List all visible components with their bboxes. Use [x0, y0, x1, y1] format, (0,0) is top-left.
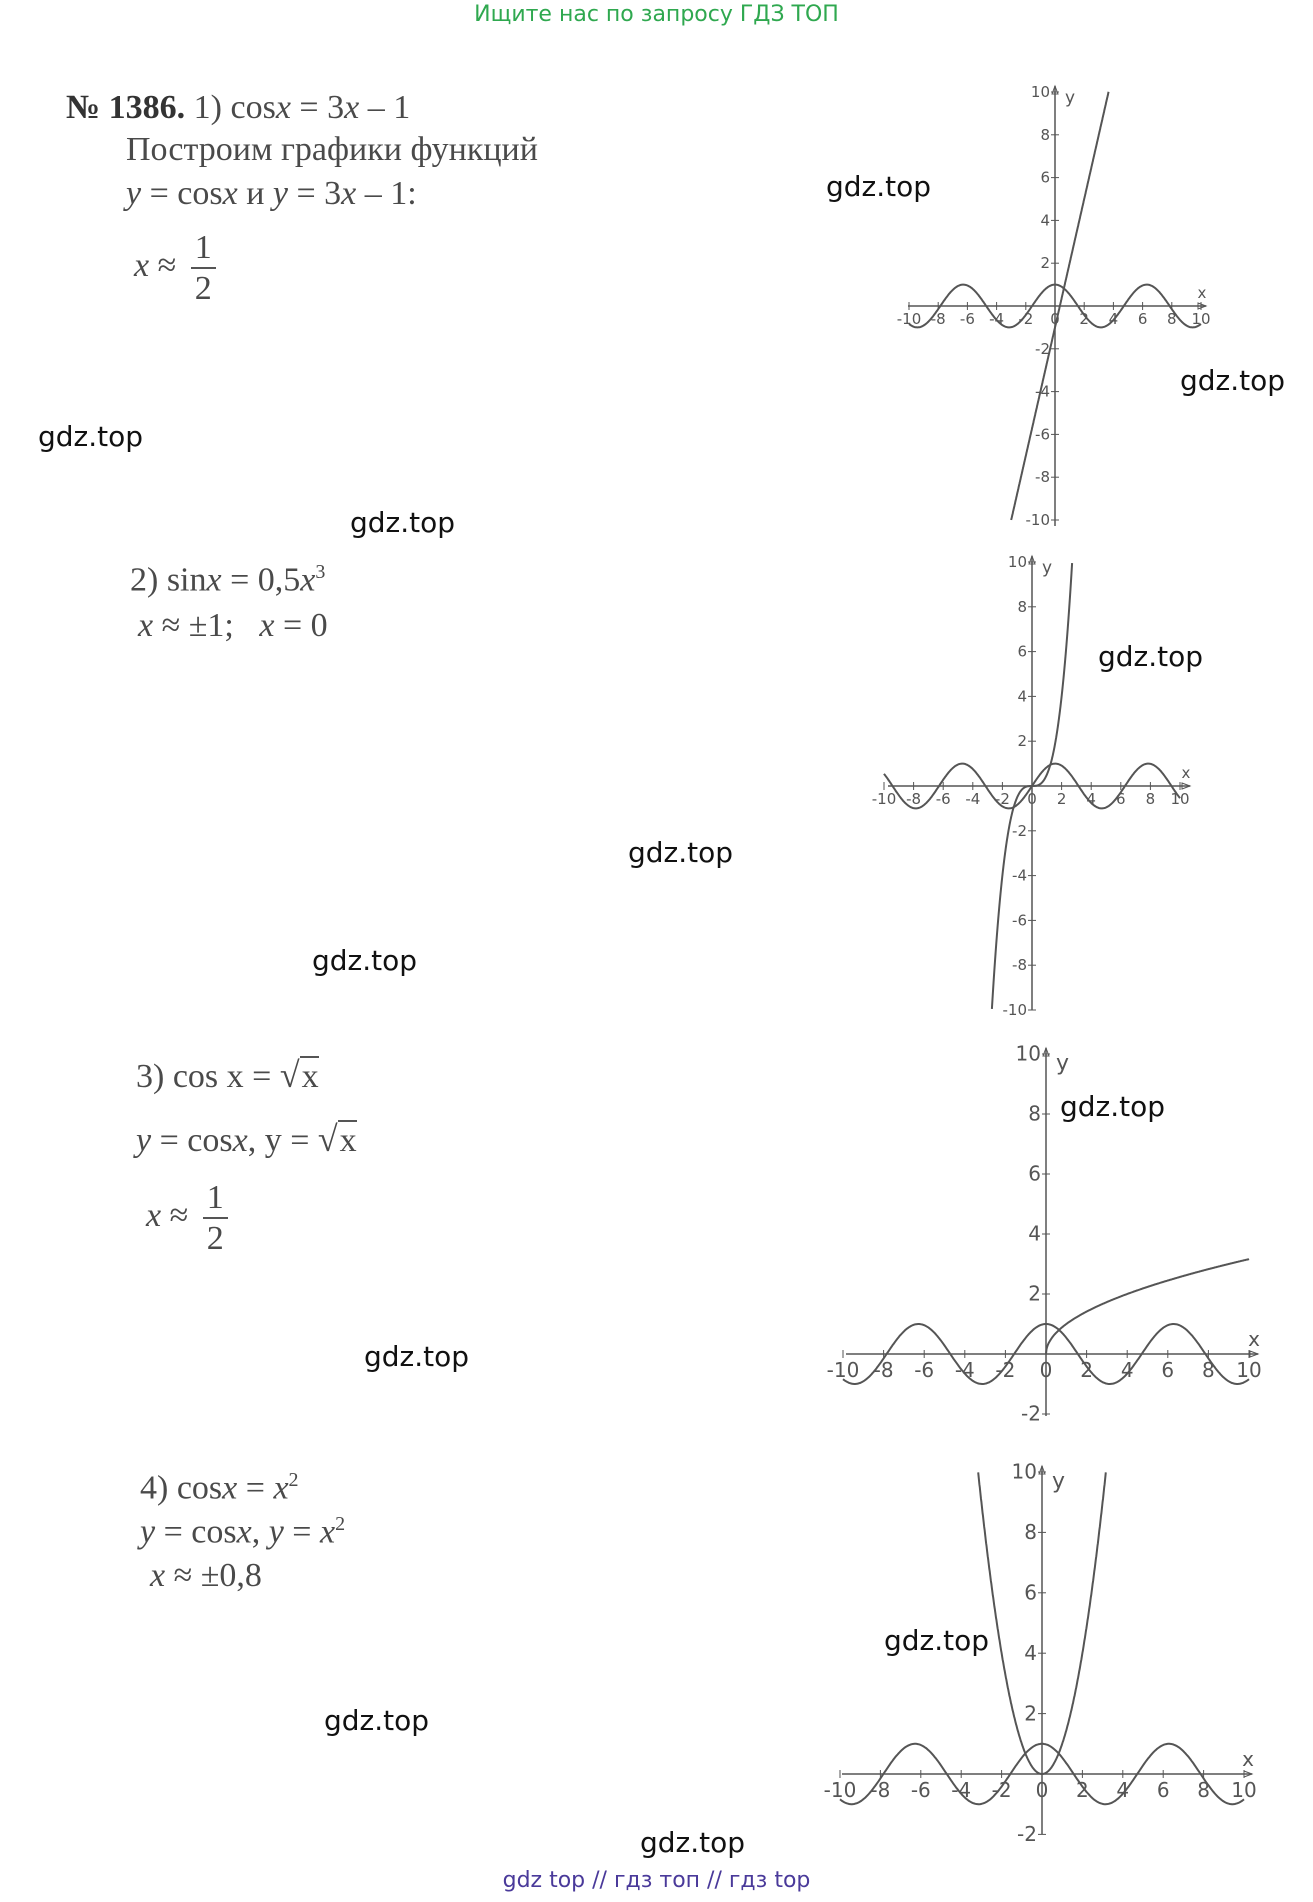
x-tick-label: 4 — [1086, 790, 1096, 808]
x-tick-label: -8 — [930, 310, 946, 328]
var: x — [222, 175, 238, 212]
y-tick-label: 4 — [1024, 1640, 1037, 1665]
numerator: 1 — [191, 228, 216, 269]
x-tick-label: 0 — [1035, 1778, 1049, 1802]
x-tick-label: 4 — [1120, 1358, 1134, 1382]
x-tick-label: 2 — [1079, 310, 1089, 328]
x-tick-label: 0 — [1039, 1358, 1053, 1382]
x-axis-label: x — [1181, 764, 1191, 782]
txt: = cos — [155, 1513, 237, 1551]
x-tick-label: -4 — [954, 1358, 975, 1382]
y-tick-label: -2 — [1012, 821, 1027, 840]
y-axis-label: y — [1056, 1051, 1070, 1076]
x-tick-label: 8 — [1202, 1358, 1215, 1382]
y-tick-label: 10 — [1007, 553, 1027, 571]
txt: = — [283, 1513, 320, 1551]
watermark: gdz.top — [364, 1340, 470, 1373]
problem-number: № 1386. — [66, 89, 186, 126]
x-tick-label: 10 — [1231, 1778, 1257, 1802]
var: x — [138, 607, 154, 644]
x-tick-label: 10 — [1236, 1358, 1262, 1382]
y-tick-label: -2 — [1017, 1822, 1037, 1847]
y-tick-label: -8 — [1012, 956, 1027, 975]
x-tick-label: 4 — [1116, 1778, 1130, 1802]
txt: ≈ ±1; — [153, 607, 234, 644]
var: x — [150, 1557, 166, 1594]
var: y — [126, 175, 142, 212]
txt: = — [237, 1469, 274, 1507]
txt: = cos — [141, 175, 223, 212]
y-tick-label: 8 — [1024, 1520, 1037, 1545]
x-tick-label: -4 — [951, 1778, 972, 1802]
txt: ≈ — [149, 246, 185, 284]
x-tick-label: 0 — [1050, 310, 1060, 328]
x-tick-label: 6 — [1137, 310, 1148, 328]
txt: = 3 — [287, 175, 342, 212]
radicand: x — [301, 1058, 319, 1095]
eq-part: – 1 — [359, 89, 411, 126]
x-tick-label: 2 — [1076, 1778, 1089, 1802]
y-axis-label: y — [1065, 88, 1076, 108]
exponent: 3 — [315, 561, 326, 583]
x-tick-label: 10 — [1170, 790, 1190, 808]
txt: и — [237, 175, 273, 212]
numerator: 1 — [203, 1178, 228, 1219]
x-tick-label: -8 — [873, 1358, 894, 1382]
x-tick-label: 4 — [1108, 310, 1119, 328]
y-tick-label: -10 — [1002, 1001, 1027, 1019]
var: y — [140, 1513, 156, 1551]
var: y — [136, 1122, 152, 1159]
var: x — [259, 607, 275, 644]
x-tick-label: 0 — [1027, 790, 1037, 808]
eq-var: x — [344, 89, 360, 126]
x-axis-label: x — [1197, 284, 1207, 302]
x-tick-label: 10 — [1191, 310, 1211, 328]
var: y — [268, 1513, 284, 1551]
txt: , — [251, 1513, 269, 1551]
x-tick-label: 8 — [1197, 1778, 1210, 1802]
var: x — [232, 1122, 248, 1159]
x-tick-label: -2 — [994, 790, 1010, 808]
x-tick-label: 8 — [1167, 310, 1177, 328]
x-tick-label: 6 — [1161, 1358, 1175, 1382]
y-tick-label: -6 — [1035, 425, 1050, 444]
x-tick-label: -6 — [935, 790, 951, 808]
var: x — [134, 246, 150, 284]
y-tick-label: 10 — [1011, 1459, 1037, 1484]
y-tick-label: 6 — [1040, 168, 1050, 187]
y-tick-label: -4 — [1012, 866, 1027, 885]
eq-var: x — [275, 89, 291, 126]
watermark: gdz.top — [884, 1624, 990, 1657]
txt: ≈ — [161, 1196, 197, 1234]
x-tick-label: -6 — [959, 310, 975, 328]
y-tick-label: 2 — [1017, 732, 1027, 751]
txt: 2) sin — [130, 561, 207, 599]
watermark: gdz.top — [1180, 364, 1286, 397]
y-tick-label: 6 — [1017, 642, 1027, 661]
x-tick-label: -10 — [826, 1358, 860, 1382]
txt: 3) cos x = — [136, 1058, 280, 1095]
y-tick-label: -6 — [1012, 911, 1027, 930]
y-tick-label: 6 — [1024, 1580, 1037, 1605]
txt: 4) cos — [140, 1469, 223, 1507]
txt: – 1: — [356, 175, 417, 212]
y-axis-label: y — [1052, 1469, 1066, 1494]
x-tick-label: -8 — [906, 790, 922, 808]
x-tick-label: -10 — [871, 790, 897, 808]
x-tick-label: 2 — [1056, 790, 1067, 808]
radicand: x — [339, 1122, 357, 1159]
txt: = 0,5 — [221, 561, 301, 599]
x-tick-label: -4 — [965, 790, 981, 808]
watermark: gdz.top — [312, 944, 418, 977]
x-tick-label: -2 — [991, 1778, 1012, 1802]
y-tick-label: 10 — [1030, 83, 1050, 101]
watermark: gdz.top — [826, 170, 932, 203]
var: y — [272, 175, 288, 212]
y-tick-label: 8 — [1017, 597, 1027, 616]
radical-sign: √ — [279, 1055, 300, 1095]
x-tick-label: 6 — [1116, 790, 1126, 808]
y-tick-label: 2 — [1024, 1701, 1037, 1726]
watermark: gdz.top — [1060, 1090, 1166, 1123]
x-tick-label: -6 — [914, 1358, 935, 1382]
search-banner[interactable]: Ищите нас по запросу ГДЗ ТОП — [474, 2, 839, 27]
eq-part: 1) cos — [193, 89, 276, 126]
y-tick-label: -8 — [1035, 468, 1050, 487]
watermark: gdz.top — [38, 420, 144, 453]
denominator: 2 — [206, 1220, 224, 1258]
exponent: 2 — [335, 1513, 346, 1535]
var: x — [341, 175, 357, 212]
txt: ≈ ±0,8 — [165, 1557, 262, 1594]
txt: , y = — [247, 1122, 318, 1159]
x-tick-label: 8 — [1145, 790, 1156, 808]
problem-1-instruction: Построим графики функций — [126, 131, 538, 168]
watermark: gdz.top — [628, 836, 734, 869]
x-axis-label: x — [1248, 1327, 1260, 1351]
txt: = cos — [151, 1122, 233, 1159]
x-tick-label: -8 — [870, 1778, 891, 1802]
x-tick-label: -6 — [910, 1778, 931, 1802]
eq-part: = 3 — [290, 89, 345, 126]
watermark: gdz.top — [640, 1826, 746, 1859]
exponent: 2 — [288, 1469, 299, 1491]
y-tick-label: 8 — [1040, 125, 1050, 144]
watermark: gdz.top — [1098, 640, 1204, 673]
x-tick-label: -2 — [1018, 310, 1034, 328]
var: x — [300, 561, 316, 599]
x-tick-label: 6 — [1156, 1778, 1170, 1802]
y-tick-label: 4 — [1017, 687, 1027, 706]
txt: = 0 — [274, 607, 328, 644]
x-axis-label: x — [1242, 1747, 1254, 1771]
y-tick-label: 2 — [1040, 254, 1050, 273]
y-tick-label: 4 — [1040, 211, 1050, 230]
watermark: gdz.top — [350, 506, 456, 539]
y-tick-label: 10 — [1015, 1041, 1041, 1066]
y-tick-label: -10 — [1025, 511, 1050, 529]
radical-sign: √ — [317, 1119, 338, 1159]
y-axis-label: y — [1042, 558, 1053, 578]
var: x — [206, 561, 222, 599]
watermark: gdz.top — [324, 1704, 430, 1737]
y-tick-label: 4 — [1028, 1221, 1041, 1246]
x-tick-label: 2 — [1080, 1358, 1093, 1382]
y-tick-label: 8 — [1028, 1101, 1041, 1126]
footer-links[interactable]: gdz top // гдз топ // гдз top — [502, 1868, 811, 1893]
x-tick-label: -10 — [896, 310, 922, 328]
var: x — [273, 1469, 289, 1507]
y-tick-label: 6 — [1028, 1161, 1041, 1186]
y-tick-label: -2 — [1035, 339, 1050, 358]
y-tick-label: 2 — [1028, 1281, 1041, 1306]
var: x — [222, 1469, 238, 1507]
x-tick-label: -10 — [823, 1778, 857, 1802]
y-tick-label: -2 — [1021, 1401, 1041, 1426]
var: x — [319, 1513, 336, 1551]
y-tick-label: -4 — [1035, 382, 1050, 401]
denominator: 2 — [194, 270, 212, 308]
var: x — [236, 1513, 252, 1551]
x-tick-label: -2 — [995, 1358, 1016, 1382]
var: x — [146, 1196, 162, 1234]
x-tick-label: -4 — [989, 310, 1005, 328]
